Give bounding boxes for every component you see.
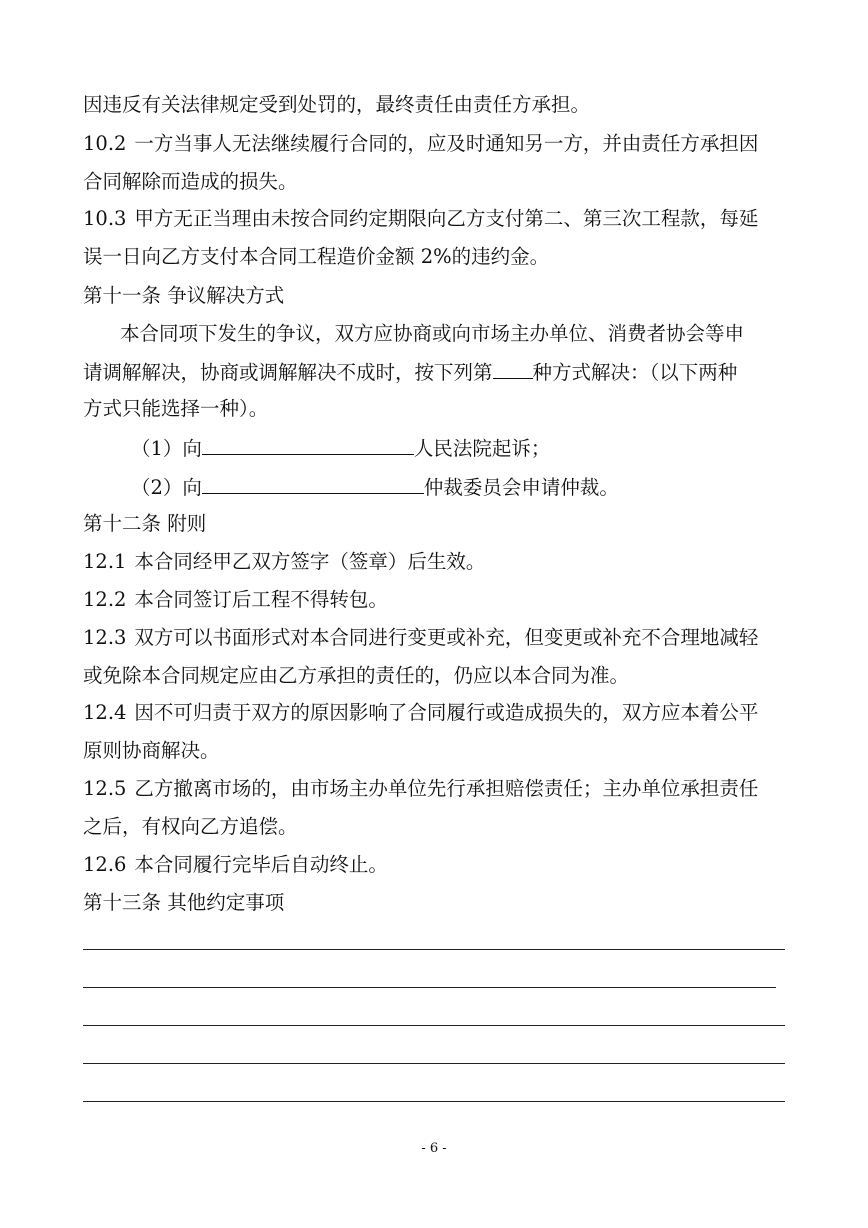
option-1-line <box>131 434 550 462</box>
clause-number: 10.2 <box>83 132 127 155</box>
paragraph-line: 本合同项下发生的争议，双方应协商或向市场主办单位、消费者协会等申 <box>120 322 745 345</box>
arbitration-committee-blank[interactable] <box>202 473 424 494</box>
clause-number: 12.5 <box>83 777 127 800</box>
clause-number: 10.3 <box>83 207 127 230</box>
fill-in-line[interactable] <box>83 1101 785 1102</box>
clause-12-4 <box>83 700 758 726</box>
court-name-blank[interactable] <box>202 434 414 455</box>
option-label: （2）向 <box>131 476 202 499</box>
fill-in-line[interactable] <box>83 949 785 950</box>
clause-10-3 <box>83 206 758 232</box>
clause-number: 12.6 <box>83 853 127 876</box>
clause-10-2 <box>83 131 758 157</box>
clause-number: 12.4 <box>83 701 127 724</box>
text-line: 误一日向乙方支付本合同工程造价金额 2%的违约金。 <box>83 245 550 268</box>
option-2-line <box>131 473 619 501</box>
text-segment: 种方式解决：（以下两种 <box>532 361 738 384</box>
option-text: 仲裁委员会申请仲裁。 <box>423 476 619 499</box>
clause-text: 本合同签订后工程不得转包。 <box>134 588 388 611</box>
fill-in-line[interactable] <box>83 1063 785 1064</box>
text-segment: 请调解解决，协商或调解解决不成时，按下列第 <box>83 361 493 384</box>
paragraph-line: 方式只能选择一种）。 <box>83 397 269 420</box>
text-line: 合同解除而造成的损失。 <box>83 170 298 193</box>
clause-text: 本合同经甲乙双方签字（签章）后生效。 <box>134 550 486 573</box>
text-line: 或免除本合同规定应由乙方承担的责任的，仍应以本合同为准。 <box>83 664 630 687</box>
clause-number: 12.2 <box>83 588 127 611</box>
option-label: （1）向 <box>131 437 202 460</box>
article-12-heading: 第十二条 附则 <box>83 512 207 535</box>
clause-text: 甲方无正当理由未按合同约定期限向乙方支付第二、第三次工程款，每延 <box>134 207 759 230</box>
article-13-heading: 第十三条 其他约定事项 <box>83 891 285 914</box>
page-number: - 6 - <box>421 1141 447 1156</box>
text-line: 之后，有权向乙方追偿。 <box>83 815 298 838</box>
clause-text: 本合同履行完毕后自动终止。 <box>134 853 388 876</box>
clause-12-2 <box>83 587 388 613</box>
clause-12-1 <box>83 549 485 575</box>
fill-in-line[interactable] <box>83 987 776 988</box>
text-line: 原则协商解决。 <box>83 739 220 762</box>
option-text: 人民法院起诉； <box>413 437 551 460</box>
method-choice-blank[interactable] <box>493 358 533 379</box>
clause-text: 乙方撤离市场的，由市场主办单位先行承担赔偿责任；主办单位承担责任 <box>134 777 759 800</box>
clause-text: 双方可以书面形式对本合同进行变更或补充，但变更或补充不合理地减轻 <box>134 626 759 649</box>
text-line: 因违反有关法律规定受到处罚的，最终责任由责任方承担。 <box>83 93 591 116</box>
clause-12-5 <box>83 776 758 802</box>
article-11-heading: 第十一条 争议解决方式 <box>83 284 285 307</box>
clause-text: 一方当事人无法继续履行合同的，应及时通知另一方，并由责任方承担因 <box>134 132 759 155</box>
fill-in-line[interactable] <box>83 1025 785 1026</box>
paragraph-line <box>83 358 737 386</box>
clause-number: 12.3 <box>83 626 127 649</box>
clause-number: 12.1 <box>83 550 127 573</box>
clause-12-6 <box>83 852 388 878</box>
clause-text: 因不可归责于双方的原因影响了合同履行或造成损失的，双方应本着公平 <box>134 701 759 724</box>
clause-12-3 <box>83 625 758 651</box>
